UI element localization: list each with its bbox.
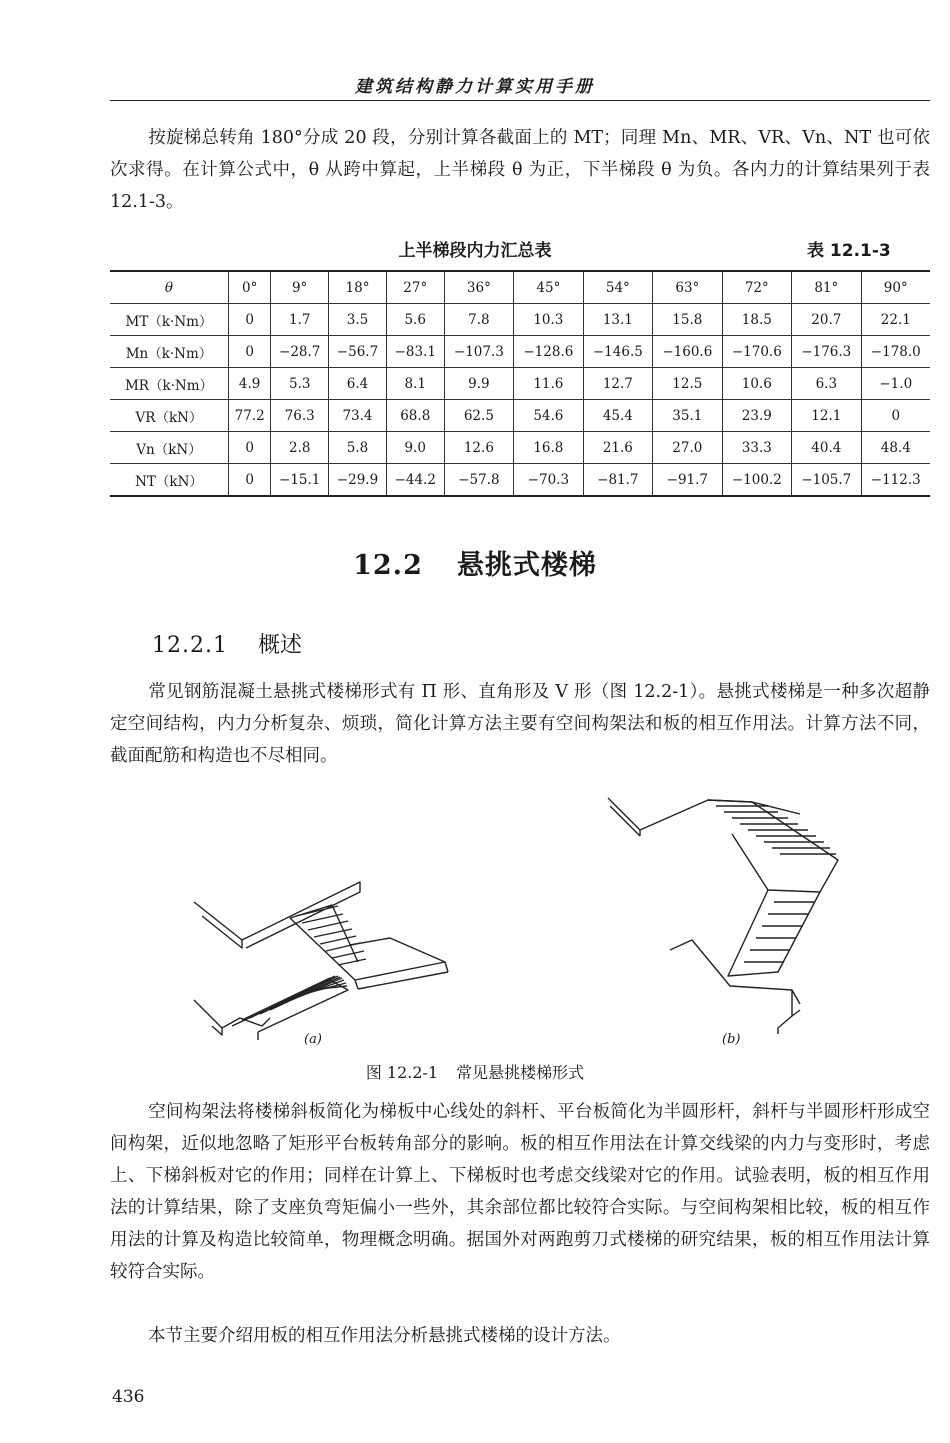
stair-drawing-a [194, 882, 448, 1040]
table-cell: 2.8 [271, 432, 329, 464]
table-header-theta: θ [110, 271, 229, 304]
stair-figure [180, 790, 860, 1050]
table-cell: 6.4 [329, 368, 387, 400]
table-header-cell: 45° [514, 271, 583, 304]
table-cell: 18.5 [722, 304, 791, 336]
table-cell: −107.3 [444, 336, 513, 368]
subsection-number: 12.2.1 [152, 633, 228, 658]
figure-caption [0, 1060, 950, 1083]
table-row [110, 464, 930, 497]
table-cell: 54.6 [514, 400, 583, 432]
figure-caption-text: 常见悬挑楼梯形式 [456, 1063, 585, 1082]
table-row [110, 368, 930, 400]
table-cell: 21.6 [583, 432, 652, 464]
table-cell: 68.8 [386, 400, 444, 432]
section-number: 12.2 [353, 550, 423, 581]
table-cell: 5.8 [329, 432, 387, 464]
table-cell: 0 [229, 304, 271, 336]
table-cell: 27.0 [653, 432, 722, 464]
table-cell: 77.2 [229, 400, 271, 432]
table-cell: 40.4 [792, 432, 861, 464]
table-cell: −44.2 [386, 464, 444, 497]
table-cell: 0 [229, 336, 271, 368]
table-cell: 1.7 [271, 304, 329, 336]
table-cell: 15.8 [653, 304, 722, 336]
page-header-title: 建筑结构静力计算实用手册 [355, 77, 595, 97]
table-cell: 8.1 [386, 368, 444, 400]
table-header-cell: 90° [861, 271, 930, 304]
table-cell: 13.1 [583, 304, 652, 336]
table-row [110, 336, 930, 368]
subsection-heading [152, 628, 302, 659]
table-cell: −81.7 [583, 464, 652, 497]
table-cell: 9.0 [386, 432, 444, 464]
method-paragraph: 空间构架法将楼梯斜板简化为梯板中心线处的斜杆、平台板简化为半圆形杆，斜杆与半圆形杆形成空间构架，近似地忽略了矩形平台板转角部分的影响。板的相互作用法在计算交线梁的内力与变形时，考虑上、下梯斜板对它的作用；同样在计算上、下梯板时也考虑交线梁对它的作用。试验表明，板的相互作用法的计算结果，除了支座负弯矩偏小一些外，其余部位都比较符合实际。与空间构架相比较，板的相互作用法的计算及构造比较简单，物理概念明确。据国外对两跑剪刀式楼梯的研究结果，板的相互作用法计算较符合实际。 [110, 1102, 930, 1282]
table-cell: −56.7 [329, 336, 387, 368]
table-title: 上半梯段内力汇总表 [398, 241, 552, 261]
table-cell: −128.6 [514, 336, 583, 368]
table-cell: 16.8 [514, 432, 583, 464]
table-cell: 0 [229, 464, 271, 497]
row-label: Mn（k·Nm） [110, 336, 229, 368]
table-cell: 11.6 [514, 368, 583, 400]
table-cell: 0 [861, 400, 930, 432]
table-cell: 73.4 [329, 400, 387, 432]
row-label: Vn（kN） [110, 432, 229, 464]
overview-paragraph: 常见钢筋混凝土悬挑式楼梯形式有 Π 形、直角形及 V 形（图 12.2-1）。悬挑式楼梯是一种多次超静定空间结构，内力分析复杂、烦琐，简化计算方法主要有空间构架法和板的相互作用法。计算方法不同，截面配筋和构造也不尽相同。 [110, 682, 930, 766]
page-number: 436 [112, 1387, 145, 1407]
table-cell: 12.5 [653, 368, 722, 400]
table-cell: 45.4 [583, 400, 652, 432]
table-cell: −29.9 [329, 464, 387, 497]
table-cell: 48.4 [861, 432, 930, 464]
table-cell: 12.7 [583, 368, 652, 400]
intro-paragraph: 按旋梯总转角 180°分成 20 段，分别计算各截面上的 MT；同理 Mn、MR、VR、Vn、NT 也可依次求得。在计算公式中，θ 从跨中算起，上半梯段 θ 为正，下半梯段 θ 为负。各内力的计算结果列于表 12.1-3。 [110, 128, 930, 212]
cantilever-stair-drawings [180, 790, 860, 1050]
table-cell: 33.3 [722, 432, 791, 464]
figure-number: 图 12.2-1 [365, 1063, 439, 1082]
table-header-cell: 63° [653, 271, 722, 304]
table-row [110, 432, 930, 464]
table-header-cell: 36° [444, 271, 513, 304]
row-label: MT（k·Nm） [110, 304, 229, 336]
table-header-cell: 54° [583, 271, 652, 304]
table-header-cell: 72° [722, 271, 791, 304]
table-cell: −15.1 [271, 464, 329, 497]
table-cell: 12.1 [792, 400, 861, 432]
table-cell: 4.9 [229, 368, 271, 400]
table-cell: 10.6 [722, 368, 791, 400]
table-number: 表 12.1-3 [807, 241, 891, 261]
row-label: NT（kN） [110, 464, 229, 497]
table-cell: −160.6 [653, 336, 722, 368]
table-row [110, 400, 930, 432]
table-cell: −178.0 [861, 336, 930, 368]
table-cell: 62.5 [444, 400, 513, 432]
stair-drawing-b [608, 798, 838, 1034]
internal-force-table [110, 270, 930, 497]
table-cell: 6.3 [792, 368, 861, 400]
table-cell: 22.1 [861, 304, 930, 336]
table-cell: 5.3 [271, 368, 329, 400]
table-cell: 76.3 [271, 400, 329, 432]
row-label: VR（kN） [110, 400, 229, 432]
table-cell: −112.3 [861, 464, 930, 497]
section-heading [0, 543, 950, 582]
table-cell: −1.0 [861, 368, 930, 400]
table-header-cell: 18° [329, 271, 387, 304]
table-header-cell: 9° [271, 271, 329, 304]
table-cell: −176.3 [792, 336, 861, 368]
table-cell: −70.3 [514, 464, 583, 497]
table-cell: −105.7 [792, 464, 861, 497]
closing-paragraph: 本节主要介绍用板的相互作用法分析悬挑式楼梯的设计方法。 [148, 1326, 621, 1346]
table-header-row [110, 271, 930, 304]
table-cell: −57.8 [444, 464, 513, 497]
header-rule [110, 100, 930, 101]
table-cell: −83.1 [386, 336, 444, 368]
table-row [110, 304, 930, 336]
subsection-title: 概述 [257, 633, 302, 658]
table-cell: −100.2 [722, 464, 791, 497]
table-cell: −28.7 [271, 336, 329, 368]
table-cell: 12.6 [444, 432, 513, 464]
figure-label-b: (b) [722, 1032, 741, 1047]
table-header-cell: 81° [792, 271, 861, 304]
table-cell: 0 [229, 432, 271, 464]
table-cell: −146.5 [583, 336, 652, 368]
table-cell: 20.7 [792, 304, 861, 336]
row-label: MR（k·Nm） [110, 368, 229, 400]
table-cell: 23.9 [722, 400, 791, 432]
section-title: 悬挑式楼梯 [456, 550, 597, 581]
table-cell: −91.7 [653, 464, 722, 497]
table-cell: 9.9 [444, 368, 513, 400]
table-cell: 10.3 [514, 304, 583, 336]
table-header-cell: 27° [386, 271, 444, 304]
table-cell: 7.8 [444, 304, 513, 336]
table-cell: −170.6 [722, 336, 791, 368]
table-header-cell: 0° [229, 271, 271, 304]
table-cell: 5.6 [386, 304, 444, 336]
figure-label-a: (a) [304, 1032, 322, 1047]
table-cell: 35.1 [653, 400, 722, 432]
table-cell: 3.5 [329, 304, 387, 336]
